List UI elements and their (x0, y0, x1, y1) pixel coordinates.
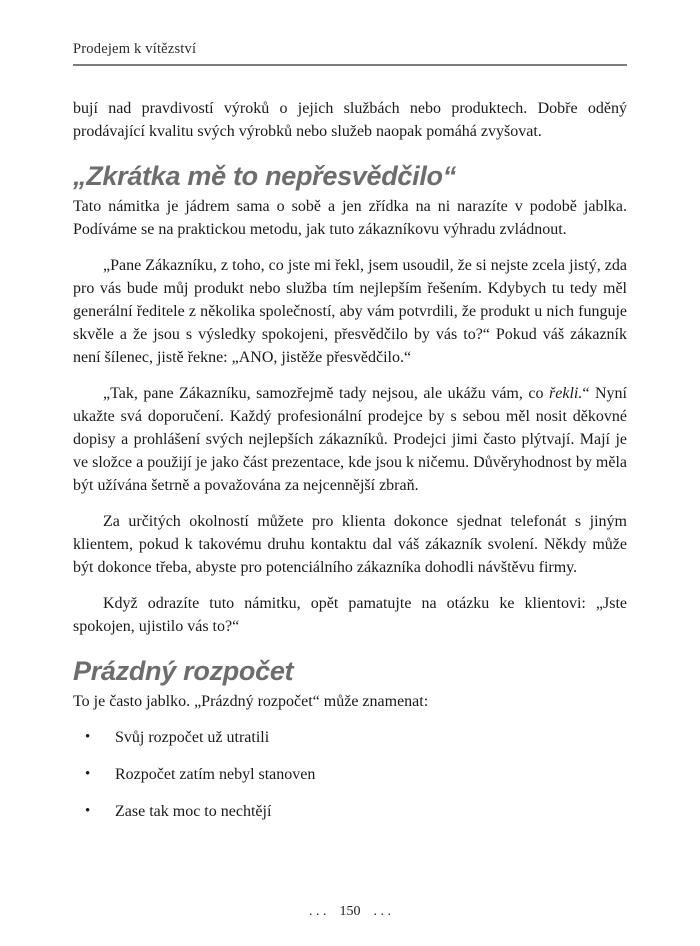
list-item (73, 726, 627, 749)
bullet-icon: • (85, 802, 91, 819)
paragraph (73, 382, 627, 497)
emphasized-word: řekli. (549, 384, 583, 402)
running-header-title: Prodejem k vítězství (73, 41, 197, 57)
paragraph-continuation: bují nad pravdivostí výroků o jejich službách nebo produktech. Dobře oděný prodávající kvalitu svých výrobků nebo služeb naopak pomáhá zvyšovat. (73, 99, 627, 140)
paragraph-segment: „Tak, pane Zákazníku, samozřejmě tady nejsou, ale ukážu vám, co (103, 384, 550, 402)
list-item-text: Zase tak moc to nechtějí (115, 802, 272, 820)
section-heading-empty-budget: Prázdný rozpočet (73, 655, 294, 686)
page-footer (73, 904, 627, 920)
section-heading-objection: „Zkrátka mě to nepřesvědčilo“ (73, 160, 456, 191)
running-header (73, 42, 627, 66)
bullet-icon: • (85, 765, 91, 782)
footer-ornament-left: . . . (309, 904, 327, 919)
bullet-icon: • (85, 728, 91, 745)
list-item (73, 763, 627, 786)
paragraph-segment: “ Nyní ukažte svá doporučení. Každý profesionální prodejce by s sebou měl nosit děkovné dopisy a prohlášení svých nejlepších zákazníků. Prodejci jimi často plýtvají. Mají je ve složce a použijí je jako část prezentace, kde jsou k ničemu. Důvěryhodnost by měla být užívána šetrně a považována za nejcennější zbraň. (73, 384, 627, 494)
list-item-text: Svůj rozpočet už utratili (115, 728, 270, 746)
page-body (73, 66, 627, 837)
bullet-list (73, 726, 627, 823)
paragraph: Když odrazíte tuto námitku, opět pamatujte na otázku ke klientovi: „Jste spokojen, ujistilo vás to?“ (73, 594, 627, 635)
paragraph: Tato námitka je jádrem sama o sobě a jen zřídka na ni narazíte v podobě jablka. Podíváme se na praktickou metodu, jak tuto zákazníkovu výhradu zvládnout. (73, 197, 627, 238)
footer-ornament-right: . . . (373, 904, 391, 919)
paragraph: To je často jablko. „Prázdný rozpočet“ může znamenat: (73, 692, 429, 710)
paragraph: „Pane Zákazníku, z toho, co jste mi řekl, jsem usoudil, že si nejste zcela jistý, zda pro vás bude můj produkt nebo služba tím nejlepším řešením. Kdybych tu tedy měl generální ředitele z několika společností, aby vám potvrdili, že produkt u nich funguje skvěle a že jsou s výsledky spokojeni, přesvědčilo by vás to?“ Pokud váš zákazník není šílenec, jistě řekne: „ANO, jistěže přesvědčilo.“ (73, 256, 627, 366)
list-item (73, 800, 627, 823)
list-item-text: Rozpočet zatím nebyl stanoven (115, 765, 316, 783)
paragraph: Za určitých okolností můžete pro klienta dokonce sjednat telefonát s jiným klientem, pokud k takovému druhu kontaktu dal váš zákazník svolení. Někdy může být dokonce třeba, abyste pro potenciálního zákazníka dohodli návštěvu firmy. (73, 512, 627, 576)
page-number: 150 (339, 904, 361, 919)
